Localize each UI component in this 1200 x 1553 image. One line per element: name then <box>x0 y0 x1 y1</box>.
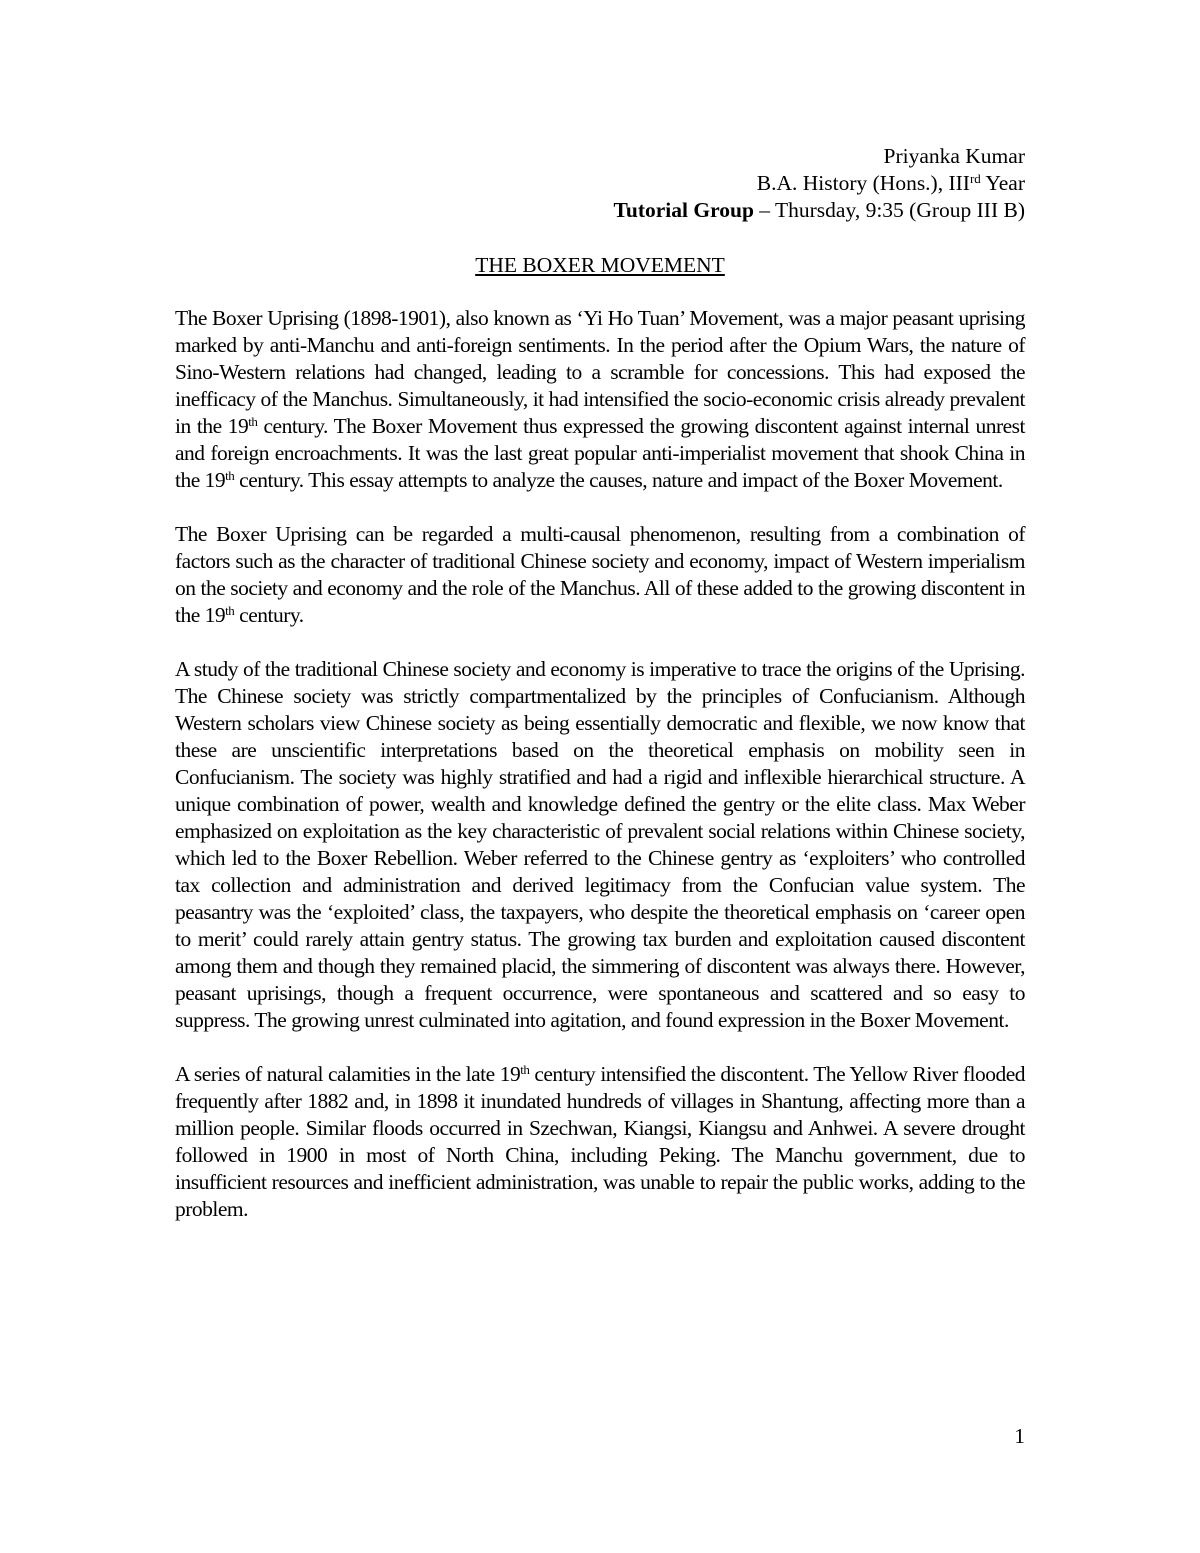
tutorial-line <box>560 197 1025 224</box>
paragraph-2-sup-1: th <box>225 603 235 618</box>
essay-title: THE BOXER MOVEMENT <box>475 253 725 277</box>
paragraph-3: A study of the traditional Chinese society and economy is imperative to trace the origins of the Uprising. The Chinese society was strictly compartmentalized by the principles of Confucianism. Although Western scholars view Chinese society as being essentially democratic and flexible, we now know that these are unscientific interpretations based on the theoretical emphasis on mobility seen in Confucianism. The society was highly stratified and had a rigid and inflexible hierarchical structure. A unique combination of power, wealth and knowledge defined the gentry or the elite class. Max Weber emphasized on exploitation as the key characteristic of prevalent social relations within Chinese society, which led to the Boxer Rebellion. Weber referred to the Chinese gentry as ‘exploiters’ who controlled tax collection and administration and derived legitimacy from the Confucian value system. The peasantry was the ‘exploited’ class, the taxpayers, who despite the theoretical emphasis on ‘career open to merit’ could rarely attain gentry status. The growing tax burden and exploitation caused discontent among them and though they remained placid, the simmering of discontent was always there. However, peasant uprisings, though a frequent occurrence, were spontaneous and scattered and so easy to suppress. The growing unrest culminated into agitation, and found expression in the Boxer Movement. <box>175 657 1025 1032</box>
essay-body <box>175 305 1025 1250</box>
paragraph-1-part-b: century. The Boxer Movement thus expressed the growing discontent against internal unrest and foreign encroachments. It was the last great popular anti-imperialist movement that shook China in the 19 <box>175 414 1025 492</box>
course-superscript: rd <box>969 171 981 186</box>
paragraph-4-sup-1: th <box>520 1062 530 1077</box>
paragraph-1-sup-1: th <box>248 414 258 429</box>
tutorial-value: – Thursday, 9:35 (Group III B) <box>753 198 1025 222</box>
paragraph-2-part-a: The Boxer Uprising can be regarded a multi-causal phenomenon, resulting from a combination of factors such as the character of traditional Chinese society and economy, impact of Western imperialism on the society and economy and the role of the Manchus. All of these added to the growing discontent in the 19 <box>175 522 1025 627</box>
paragraph-4-part-a: A series of natural calamities in the late 19 <box>175 1062 521 1086</box>
paragraph-1-part-c: century. This essay attempts to analyze the causes, nature and impact of the Boxer Movement. <box>234 468 1003 492</box>
paragraph-2 <box>175 521 1025 629</box>
author-name: Priyanka Kumar <box>883 144 1025 168</box>
course-prefix: B.A. History (Hons.), III <box>756 171 970 195</box>
paragraph-4-part-b: century intensified the discontent. The Yellow River flooded frequently after 1882 and, in 1898 it inundated hundreds of villages in Shantung, affecting more than a million people. Similar floods occurred in Szechwan, Kiangsi, Kiangsu and Anhwei. A severe drought followed in 1900 in most of North China, including Peking. The Manchu government, due to insufficient resources and inefficient administration, was unable to repair the public works, adding to the problem. <box>175 1062 1026 1221</box>
paragraph-1-sup-2: th <box>225 468 235 483</box>
author-header <box>560 143 1025 224</box>
course-suffix: Year <box>980 171 1025 195</box>
course-line <box>560 170 1025 197</box>
paragraph-1-part-a: The Boxer Uprising (1898-1901), also known as ‘Yi Ho Tuan’ Movement, was a major peasant uprising marked by anti-Manchu and anti-foreign sentiments. In the period after the Opium Wars, the nature of Sino-Western relations had changed, leading to a scramble for concessions. This had exposed the inefficacy of the Manchus. Simultaneously, it had intensified the socio-economic crisis already prevalent in the 19 <box>175 306 1025 438</box>
page-number: 1 <box>1014 1424 1025 1448</box>
tutorial-label: Tutorial Group <box>613 198 754 222</box>
paragraph-4 <box>175 1061 1025 1223</box>
paragraph-2-part-b: century. <box>234 603 304 627</box>
paragraph-1 <box>175 305 1025 494</box>
